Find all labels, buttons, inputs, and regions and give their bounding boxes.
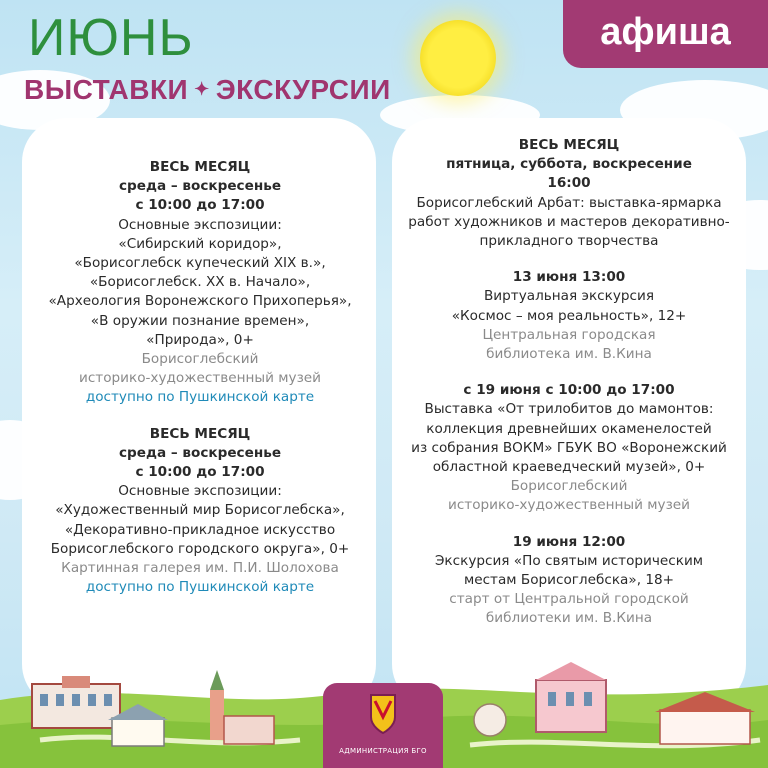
event-description-line: прикладного творчества — [479, 233, 659, 250]
pushkin-card-note: доступно по Пушкинской карте — [85, 389, 315, 406]
event-block — [398, 533, 740, 629]
event-separator — [398, 251, 740, 268]
event-block — [30, 425, 370, 598]
event-venue-line: Борисоглебский — [141, 351, 259, 368]
event-venue-line: Центральная городская — [482, 326, 656, 343]
event-heading-line: 13 июня 13:00 — [512, 269, 626, 286]
event-block — [30, 158, 370, 408]
event-block — [398, 136, 740, 251]
event-description-line: местам Борисоглебска», 18+ — [463, 572, 675, 589]
event-description-line: «Художественный мир Борисоглебска», — [55, 502, 345, 519]
event-heading-line: с 10:00 до 17:00 — [135, 197, 265, 214]
event-description-line: «Декоративно-прикладное искусство — [64, 521, 336, 538]
event-heading-line: среда – воскресенье — [118, 444, 282, 461]
event-venue-line: историко-художественный музей — [78, 370, 321, 387]
event-description-line: Борисоглебский Арбат: выставка-ярмарка — [416, 194, 722, 211]
event-venue-line: историко-художественный музей — [447, 497, 690, 514]
event-venue-line: Картинная галерея им. П.И. Шолохова — [61, 560, 339, 577]
event-description-line: «Археология Воронежского Прихоперья», — [48, 293, 352, 310]
event-separator — [398, 364, 740, 381]
event-description-line: коллекция древнейших окаменелостей — [426, 420, 712, 437]
coat-of-arms-icon — [323, 683, 443, 743]
event-description-line: Борисоглебского городского округа», 0+ — [50, 540, 350, 557]
event-heading-line: ВЕСЬ МЕСЯЦ — [149, 159, 251, 175]
event-description-line: Выставка «От трилобитов до мамонтов: — [424, 401, 714, 418]
star-separator-icon: ✦ — [194, 79, 210, 99]
admin-emblem — [323, 683, 443, 768]
event-block — [398, 268, 740, 364]
event-heading-line: с 10:00 до 17:00 — [135, 464, 265, 481]
event-description-line: работ художников и мастеров декоративно- — [408, 213, 730, 230]
event-venue-line: библиотеки им. В.Кина — [485, 610, 653, 627]
event-heading-line: с 19 июня с 10:00 до 17:00 — [463, 382, 675, 399]
event-separator — [398, 516, 740, 533]
page-subtitle — [24, 74, 391, 106]
event-description-line: «Борисоглебск купеческий XIX в.», — [74, 255, 326, 272]
left-events-column — [30, 158, 370, 597]
right-events-column — [398, 136, 740, 629]
afisha-badge: афиша — [563, 0, 768, 68]
event-heading-line: среда – воскресенье — [118, 178, 282, 195]
event-heading-line: пятница, суббота, воскресение — [446, 156, 692, 173]
event-description-line: Основные экспозиции: — [118, 216, 282, 233]
event-description-line: Экскурсия «По святым историческим — [434, 552, 704, 569]
admin-label: АДМИНИСТРАЦИЯ БГО — [339, 747, 427, 755]
event-description-line: областной краеведческий музей», 0+ — [432, 459, 706, 476]
subtitle-exhibitions: ВЫСТАВКИ — [24, 74, 189, 105]
event-venue-line: Борисоглебский — [510, 478, 628, 495]
event-heading-line: ВЕСЬ МЕСЯЦ — [518, 137, 620, 153]
event-description-line: из собрания ВОКМ» ГБУК ВО «Воронежский — [411, 439, 727, 456]
event-description-line: Основные экспозиции: — [118, 483, 282, 500]
event-description-line: «Космос – моя реальность», 12+ — [451, 307, 687, 324]
pushkin-card-note: доступно по Пушкинской карте — [85, 579, 315, 596]
event-venue-line: библиотека им. В.Кина — [486, 346, 652, 363]
event-separator — [30, 408, 370, 425]
event-description-line: «Сибирский коридор», — [118, 235, 282, 252]
event-heading-line: ВЕСЬ МЕСЯЦ — [149, 425, 251, 442]
page-title: ИЮНЬ — [28, 9, 194, 67]
event-heading-line: 16:00 — [547, 175, 591, 192]
event-description-line: Виртуальная экскурсия — [483, 288, 654, 305]
event-description-line: «В оружии познание времен», — [90, 312, 310, 329]
subtitle-excursions: ЭКСКУРСИИ — [215, 74, 391, 105]
event-description-line: «Природа», 0+ — [146, 331, 254, 348]
event-venue-line: старт от Центральной городской — [449, 591, 689, 608]
event-heading-line: 19 июня 12:00 — [512, 533, 626, 550]
event-description-line: «Борисоглебск. XX в. Начало», — [89, 274, 311, 291]
sun-icon — [420, 20, 496, 96]
event-block — [398, 381, 740, 515]
